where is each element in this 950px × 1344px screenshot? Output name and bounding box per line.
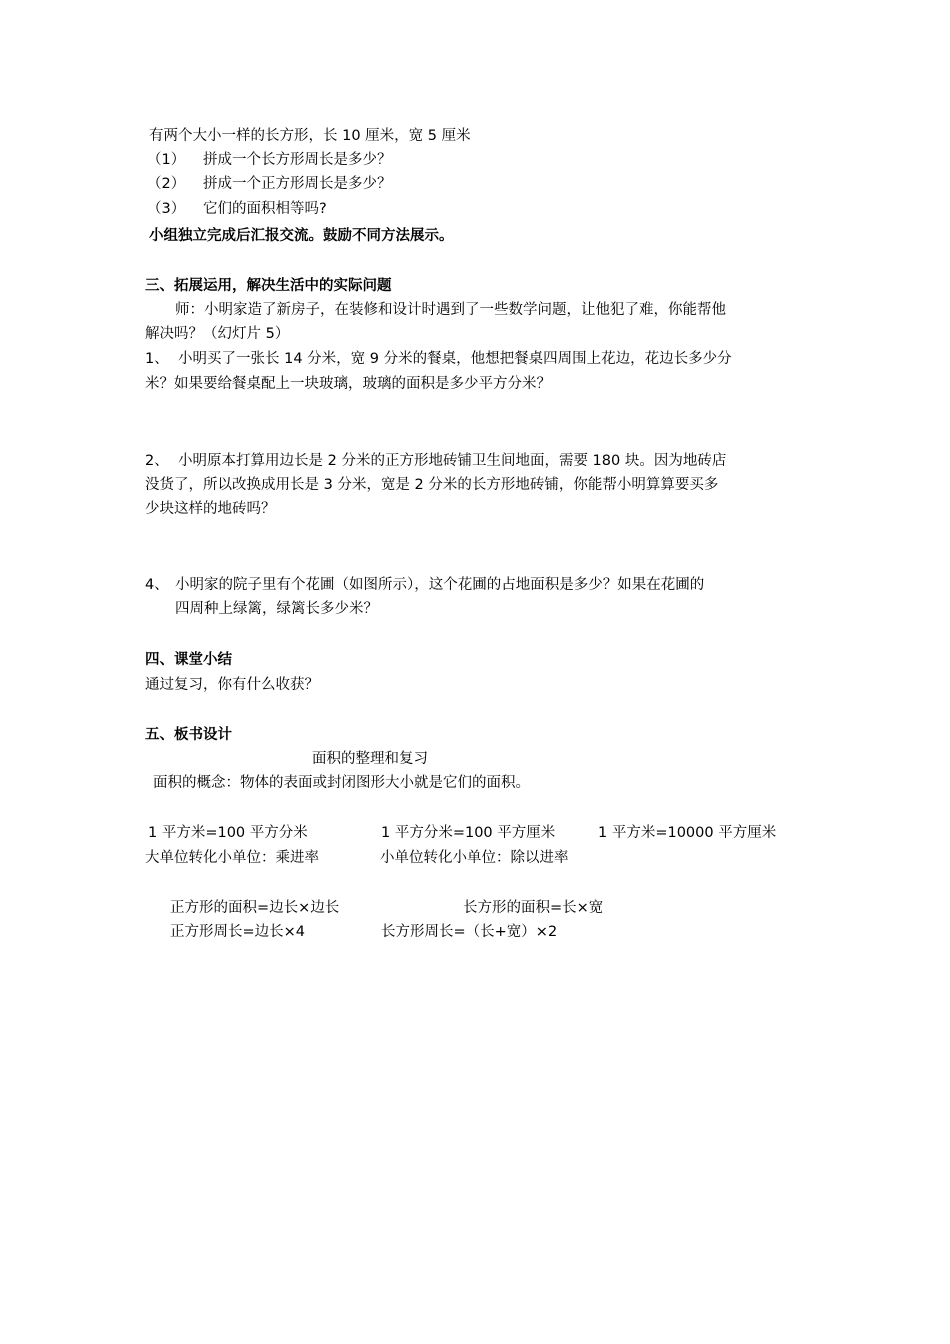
group-work-note: 小组独立完成后汇报交流。鼓励不同方法展示。 (149, 228, 454, 244)
problem-2-line-3: 少块这样的地砖吗？ (145, 501, 276, 517)
problem-1-line-2: 米？如果要给餐桌配上一块玻璃，玻璃的面积是多少平方分米？ (145, 376, 551, 392)
problem-4-number: 4、 (145, 577, 169, 593)
section-4-heading: 四、课堂小结 (145, 652, 232, 668)
question-1-text: 拼成一个长方形周长是多少？ (203, 152, 392, 168)
unit-conversion-1: 1 平方米=100 平方分米 (148, 825, 308, 841)
problem-2-number: 2、 (145, 453, 169, 469)
intro-line: 有两个大小一样的长方形，长 10 厘米，宽 5 厘米 (149, 128, 471, 144)
rectangle-perimeter-formula: 长方形周长=（长+宽）×2 (381, 924, 558, 940)
question-2-text: 拼成一个正方形周长是多少？ (203, 176, 392, 192)
question-3-text: 它们的面积相等吗? (203, 201, 327, 217)
question-1-number: （1） (147, 152, 186, 168)
rectangle-area-formula: 长方形的面积=长×宽 (463, 900, 604, 916)
problem-1-line-1: 小明买了一张长 14 分米，宽 9 分米的餐桌，他想把餐桌四周围上花边，花边长多少分 (178, 351, 732, 367)
problem-1-number: 1、 (145, 351, 169, 367)
question-3-number: （3） (147, 201, 186, 217)
small-to-big-rule: 小单位转化小单位：除以进率 (380, 850, 569, 866)
problem-2-line-2: 没货了，所以改换成用长是 3 分米，宽是 2 分米的长方形地砖铺，你能帮小明算算要买多 (145, 477, 719, 493)
board-title: 面积的整理和复习 (312, 751, 428, 767)
teacher-line-1: 师：小明家造了新房子，在装修和设计时遇到了一些数学问题，让他犯了难，你能帮他 (175, 302, 726, 318)
problem-2-line-1: 小明原本打算用边长是 2 分米的正方形地砖铺卫生间地面，需要 180 块。因为地砖店 (178, 453, 727, 469)
unit-conversion-3: 1 平方米=10000 平方厘米 (598, 825, 777, 841)
summary-question: 通过复习，你有什么收获？ (145, 677, 319, 693)
question-2-number: （2） (147, 176, 186, 192)
area-concept: 面积的概念：物体的表面或封闭图形大小就是它们的面积。 (153, 775, 530, 791)
square-area-formula: 正方形的面积=边长×边长 (170, 900, 340, 916)
square-perimeter-formula: 正方形周长=边长×4 (170, 924, 306, 940)
teacher-line-2: 解决吗？（幻灯片 5） (145, 326, 290, 342)
problem-4-line-1: 小明家的院子里有个花圃（如图所示），这个花圃的占地面积是多少？如果在花圃的 (175, 577, 705, 593)
section-5-heading: 五、板书设计 (145, 727, 232, 743)
unit-conversion-2: 1 平方分米=100 平方厘米 (381, 825, 556, 841)
problem-4-line-2: 四周种上绿篱，绿篱长多少米？ (175, 601, 378, 617)
big-to-small-rule: 大单位转化小单位：乘进率 (145, 850, 319, 866)
section-3-heading: 三、拓展运用，解决生活中的实际问题 (145, 278, 392, 294)
